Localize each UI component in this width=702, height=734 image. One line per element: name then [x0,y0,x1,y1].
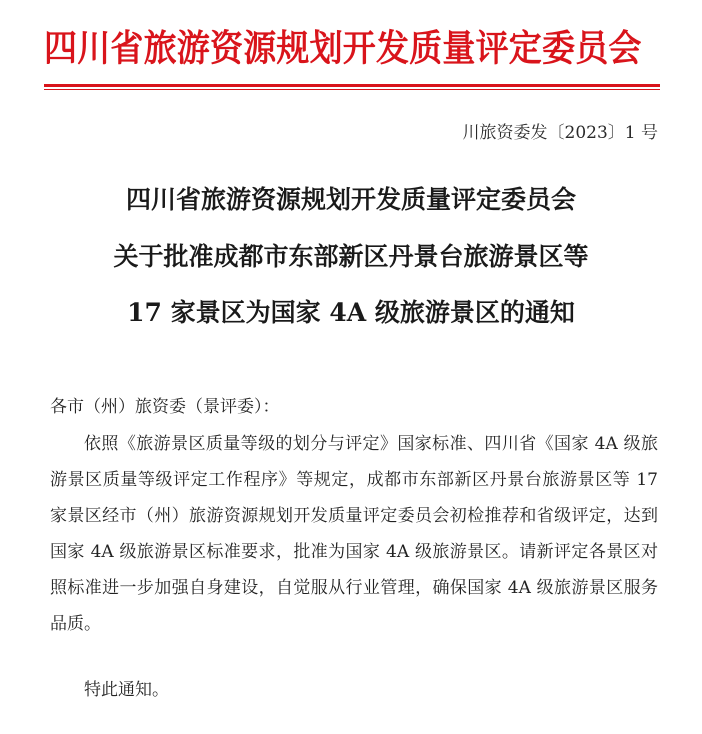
header-rule-thin [44,89,660,90]
salutation: 各市（州）旅资委（景评委）： [50,397,280,417]
closing-text: 特此通知。 [84,680,169,700]
header-rule-thick [44,84,660,87]
issuer-header: 四川省旅游资源规划开发质量评定委员会 [44,26,642,70]
title-line-3: 17 家景区为国家 4A 级旅游景区的通知 [127,298,575,327]
title-line-2: 关于批准成都市东部新区丹景台旅游景区等 [113,242,589,271]
body-paragraph: 依照《旅游景区质量等级的划分与评定》国家标准、四川省《国家 4A 级旅游景区质量等级评定工作程序》等规定，成都市东部新区丹景台旅游景区等 17 家景区经市（州）旅游资源规划开发质量评定委员会初检推荐和省级评定，达到国家 4A 级旅游景区标准要求，批准为国家 4A 级旅游景区。请新评定各景区对照标准进一步加强自身建设，自觉服从行业管理，确保国家 4A 级旅游景区服务品质。 [50,434,658,634]
document-number: 川旅资委发〔2023〕1 号 [462,123,658,143]
title-line-1: 四川省旅游资源规划开发质量评定委员会 [125,185,576,214]
